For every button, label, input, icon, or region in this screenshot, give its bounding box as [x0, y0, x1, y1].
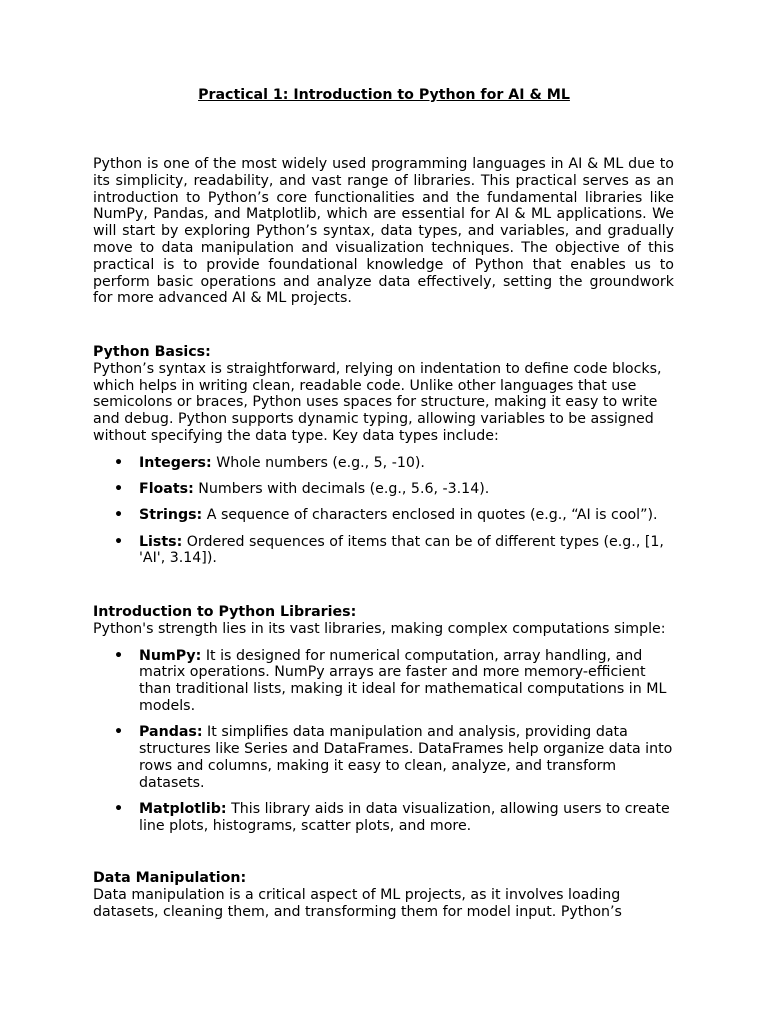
section-heading: Python Basics: [93, 344, 211, 360]
intro-paragraph: Python is one of the most widely used programming languages in AI & ML due to its simplicity, readability, and vast range of libraries. This practical serves as an introduction to Python’s core functionalities and the fundamental libraries like NumPy, Pandas, and Matplotlib, which are essential for AI & ML applications. We will start by exploring Python’s syntax, data types, and variables, and gradually move to data manipulation and visualization techniques. The objective of this practical is to provide foundational knowledge of Python that enables us to perform basic operations and analyze data effectively, setting the groundwork for more advanced AI & ML projects. [93, 156, 674, 307]
list-item-term: Strings: [139, 507, 203, 524]
list-item-text: Numbers with decimals (e.g., 5.6, -3.14). [193, 481, 490, 498]
section-body: Python’s syntax is straightforward, relying on indentation to define code blocks, which helps in writing clean, readable code. Unlike other languages that use semicolons or braces, Python uses spaces for structure, making it easy to write and debug. Python supports dynamic typing, allowing variables to be assigned without specifying the data type. Key data types include: [93, 360, 662, 444]
section-heading: Data Manipulation: [93, 870, 247, 886]
list-item-text: It is designed for numerical computation, array handling, and matrix operations. NumPy arrays are faster and more memory-efficient than traditional lists, making it ideal for mathematical computations in ML models. [139, 647, 667, 714]
libraries-list [93, 648, 674, 835]
list-item-term: Floats: [139, 481, 194, 498]
section-body: Python's strength lies in its vast libraries, making complex computations simple: [93, 620, 666, 637]
bullet-icon: • [114, 481, 124, 498]
list-item [93, 648, 674, 715]
list-item-text: A sequence of characters enclosed in quotes (e.g., “AI is cool”). [202, 507, 658, 524]
list-item [93, 534, 674, 568]
list-item [93, 801, 674, 835]
bullet-icon: • [114, 647, 124, 664]
bullet-icon: • [114, 800, 124, 817]
bullet-icon: • [114, 724, 124, 741]
list-item-text: Whole numbers (e.g., 5, -10). [211, 454, 425, 471]
section-python-libraries [93, 604, 674, 844]
section-body: Data manipulation is a critical aspect of ML projects, as it involves loading datasets, cleaning them, and transforming them for model input. Python’s [93, 886, 622, 920]
list-item-text: It simplifies data manipulation and analysis, providing data structures like Series and DataFrames. DataFrames help organize data into rows and columns, making it easy to clean, analyze, and transform datasets. [139, 724, 673, 791]
page-title: Practical 1: Introduction to Python for AI & ML [198, 87, 570, 103]
list-item-term: Lists: [139, 533, 183, 550]
section-data-manipulation [93, 870, 674, 920]
list-item-term: NumPy: [139, 647, 202, 664]
list-item [93, 724, 674, 791]
list-item-text: Ordered sequences of items that can be of different types (e.g., [1, 'AI', 3.14]). [139, 533, 664, 567]
section-heading: Introduction to Python Libraries: [93, 604, 357, 620]
list-item [93, 481, 674, 498]
list-item-text: This library aids in data visualization, allowing users to create line plots, histograms, scatter plots, and more. [139, 800, 670, 834]
list-item-term: Matplotlib: [139, 800, 227, 817]
bullet-icon: • [114, 533, 124, 550]
list-item-term: Pandas: [139, 724, 203, 741]
data-types-list [93, 455, 674, 567]
bullet-icon: • [114, 454, 124, 471]
list-item-term: Integers: [139, 454, 212, 471]
bullet-icon: • [114, 507, 124, 524]
list-item [93, 455, 674, 472]
section-python-basics [93, 344, 674, 577]
list-item [93, 507, 674, 524]
